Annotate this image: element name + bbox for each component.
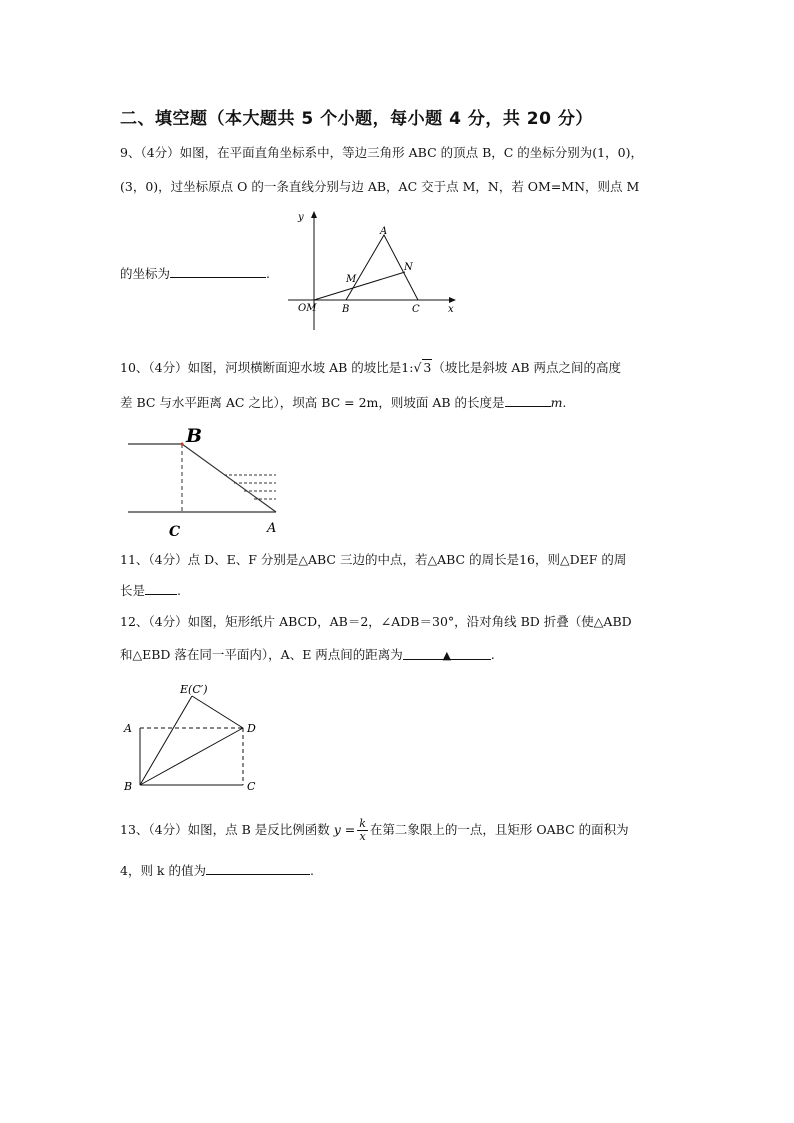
q12-label-d: D xyxy=(247,722,256,735)
q10-suffix: . xyxy=(562,395,567,410)
q12-figure xyxy=(118,680,268,796)
q10-text-c: 差 BC 与水平距离 AC 之比），坝高 BC = 2m，则坡面 AB 的长度是 xyxy=(120,395,505,410)
q11-line2 xyxy=(120,582,181,600)
q12-label-c: C xyxy=(247,780,256,793)
section-title: 二、填空题（本大题共 5 个小题，每小题 4 分，共 20 分） xyxy=(120,109,593,129)
q10-point-b-icon xyxy=(181,443,184,446)
q11-number: 11、 xyxy=(120,552,149,567)
q13-fraction xyxy=(357,818,368,843)
q9-label-o: OM xyxy=(298,303,317,314)
q11-answer-suffix: . xyxy=(177,583,181,598)
q12-label-b: B xyxy=(124,780,133,793)
q9-score: （4分） xyxy=(140,145,180,160)
q12-text: 如图，矩形纸片 ABCD，AB＝2，∠ADB＝30°，沿对角线 BD 折叠（使△ABD xyxy=(187,614,632,629)
q11-answer-prefix: 长是 xyxy=(120,583,146,598)
q12-score: （4分） xyxy=(148,614,188,629)
q13-fraction-denominator: x xyxy=(359,830,366,843)
q11-answer-blank[interactable] xyxy=(145,582,177,595)
q10-text-a: 如图，河坝横断面迎水坡 AB 的坡比是 xyxy=(187,360,402,375)
q10-figure xyxy=(124,420,289,542)
q9-label-a: A xyxy=(380,226,388,237)
q12-side-be xyxy=(140,696,192,785)
q9-line1 xyxy=(120,144,643,162)
q9-label-c: C xyxy=(412,304,420,315)
q12-label-e: E(C′) xyxy=(180,683,208,696)
q9-answer-suffix: . xyxy=(266,266,270,281)
q13-number: 13、 xyxy=(120,822,149,837)
q9-x-arrow-icon xyxy=(449,297,456,303)
q10-ratio-prefix: 1: xyxy=(401,360,414,375)
q13-answer-prefix: 4，则 k 的值为 xyxy=(120,863,206,878)
q12-diagonal-bd xyxy=(140,728,243,785)
q10-label-a: A xyxy=(267,521,277,536)
q10-label-b: B xyxy=(186,425,203,447)
q9-label-x: x xyxy=(448,304,454,315)
q13-text-a: 如图，点 B 是反比例函数 xyxy=(187,822,330,837)
q12-line2 xyxy=(120,646,495,664)
q13-answer-blank[interactable] xyxy=(206,862,310,875)
q13-answer-suffix: . xyxy=(309,863,314,878)
q9-answer-prefix: 的坐标为 xyxy=(120,266,171,281)
q13-line1 xyxy=(120,818,629,843)
q13-line2 xyxy=(120,862,314,880)
q9-y-arrow-icon xyxy=(311,211,317,218)
q9-label-n: N xyxy=(404,262,413,273)
q12-label-a: A xyxy=(124,722,132,735)
q12-number: 12、 xyxy=(120,614,149,629)
q12-answer-blank[interactable]: ▲ xyxy=(403,647,491,660)
q10-sqrt-icon: √ xyxy=(413,360,422,375)
q10-answer-blank[interactable] xyxy=(505,394,551,407)
q9-number: 9、 xyxy=(120,145,141,160)
q12-line1 xyxy=(120,613,632,631)
q9-label-y: y xyxy=(298,212,304,223)
q11-score: （4分） xyxy=(148,552,188,567)
q10-number: 10、 xyxy=(120,360,149,375)
q10-label-c: C xyxy=(169,524,181,540)
q13-func-lhs: y = xyxy=(333,822,356,837)
q10-unit: m xyxy=(550,395,563,410)
q11-line1 xyxy=(120,551,626,569)
q9-label-b: B xyxy=(342,304,350,315)
q10-score: （4分） xyxy=(148,360,188,375)
q12-side-ed xyxy=(192,696,243,728)
q9-text-line1: 如图，在平面直角坐标系中，等边三角形 ABC 的顶点 B，C 的坐标分别为(1，0)， xyxy=(179,145,643,160)
q12-answer-prefix: 和△EBD 落在同一平面内），A、E 两点间的距离为 xyxy=(120,647,403,662)
q13-fraction-numerator: k xyxy=(359,817,366,830)
q12-answer-suffix: . xyxy=(490,647,495,662)
q10-line2 xyxy=(120,394,566,412)
q9-figure xyxy=(284,208,464,338)
q10-line1 xyxy=(120,359,621,377)
q10-text-b: （坡比是斜坡 AB 两点之间的高度 xyxy=(432,360,622,375)
q10-ratio-sqrt: 3 xyxy=(423,360,432,375)
q9-answer-blank[interactable] xyxy=(170,265,266,278)
q13-score: （4分） xyxy=(148,822,188,837)
q9-label-m: M xyxy=(346,274,357,285)
q9-line3 xyxy=(120,265,270,283)
q13-text-b: 在第二象限上的一点，且矩形 OABC 的面积为 xyxy=(369,822,629,837)
q11-text: 点 D、E、F 分别是△ABC 三边的中点，若△ABC 的周长是16，则△DEF 的周 xyxy=(187,552,627,567)
q9-line2: (3，0)，过坐标原点 O 的一条直线分别与边 AB，AC 交于点 M，N，若 OM=MN，则点 M xyxy=(120,179,640,194)
q10-slope-ab xyxy=(182,444,276,512)
